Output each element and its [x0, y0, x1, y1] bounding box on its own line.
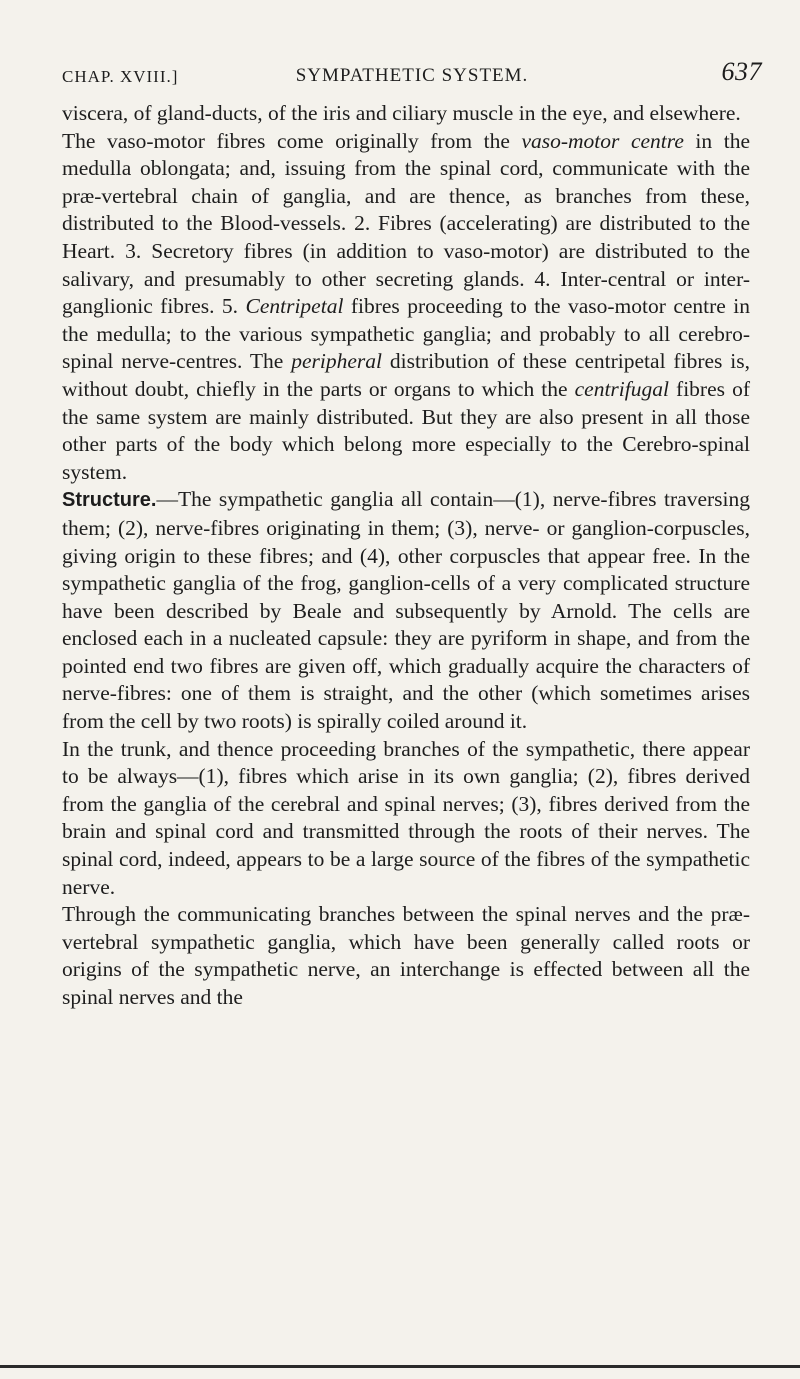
- paragraph-text: —The sympathetic ganglia all contain—(1), nerve-fibres traversing them; (2), nerve-fibres originating in them; (3), nerve- or ganglion-corpuscles, giving origin to these fibres; and (4), other corpuscles that appear free. In the sympathetic ganglia of the frog, ganglion-cells of a very complicated structure have been described by Beale and subsequently by Arnold. The cells are enclosed each in a nucleated capsule: they are pyriform in shape, and from the pointed end two fibres are given off, which gradually acquire the characters of nerve-fibres: one of them is straight, and the other (which sometimes arises from the cell by two roots) is spirally coiled around it.: [62, 487, 750, 734]
- body-text: [62, 100, 750, 1012]
- chapter-label: CHAP. XVIII.]: [62, 67, 179, 86]
- paragraph-text: viscera, of gland-ducts, of the iris and ciliary muscle in the eye, and elsewhere.: [62, 101, 741, 125]
- paragraph-4: [62, 736, 750, 902]
- italic-term: centrifugal: [574, 376, 669, 401]
- paragraph-3: [62, 486, 750, 735]
- paragraph-5: [62, 901, 750, 1011]
- italic-term: peripheral: [291, 349, 383, 374]
- paragraph-1: [62, 100, 750, 128]
- paragraph-text: The vaso-motor fibres come originally from the: [62, 128, 522, 153]
- running-header: [62, 57, 762, 95]
- italic-term: vaso-motor centre: [521, 128, 684, 153]
- paragraph-text: fibres of the same system are mainly distributed. But they are also present in all those other parts of the body which belong more especially to the Cerebro-spinal system.: [62, 376, 750, 484]
- page-number: 637: [721, 57, 762, 86]
- italic-term: Centripetal: [245, 294, 344, 319]
- page-edge-rule: [0, 1365, 800, 1368]
- paragraph-text: distribution of these centripetal fibres is, without doubt, chiefly in the parts or organs to which the: [62, 349, 750, 401]
- paragraph-text: In the trunk, and thence proceeding branches of the sympathetic, there appear to be always—(1), fibres which arise in its own ganglia; (2), fibres derived from the ganglia of the cerebral and spinal nerves; (3), fibres derived from the brain and spinal cord and transmitted through the roots of their nerves. The spinal cord, indeed, appears to be a large source of the fibres of the sympathetic nerve.: [62, 736, 750, 899]
- paragraph-text: in the medulla oblongata; and, issuing from the spinal cord, communicate with the præ-vertebral chain of ganglia, and are thence, as branches from these, distributed to the Blood-vessels. 2. Fibres (accelerating) are distributed to the Heart. 3. Secretory fibres (in addition to vaso-motor) are distributed to the salivary, and presumably to other secreting glands. 4. Inter-central or inter-ganglionic fibres. 5.: [62, 128, 750, 319]
- page-title: SYMPATHETIC SYSTEM.: [295, 65, 529, 86]
- section-heading-structure: Structure.: [62, 489, 157, 512]
- paragraph-2: [62, 128, 750, 487]
- paragraph-text: fibres proceeding to the vaso-motor centre in the medulla; to the various sympathetic ganglia; and probably to all cerebro-spinal nerve-centres. The: [62, 294, 750, 374]
- paragraph-text: Through the communicating branches between the spinal nerves and the præ-vertebral sympathetic ganglia, which have been generally called roots or origins of the sympathetic nerve, an interchange is effected between all the spinal nerves and the: [62, 902, 750, 1009]
